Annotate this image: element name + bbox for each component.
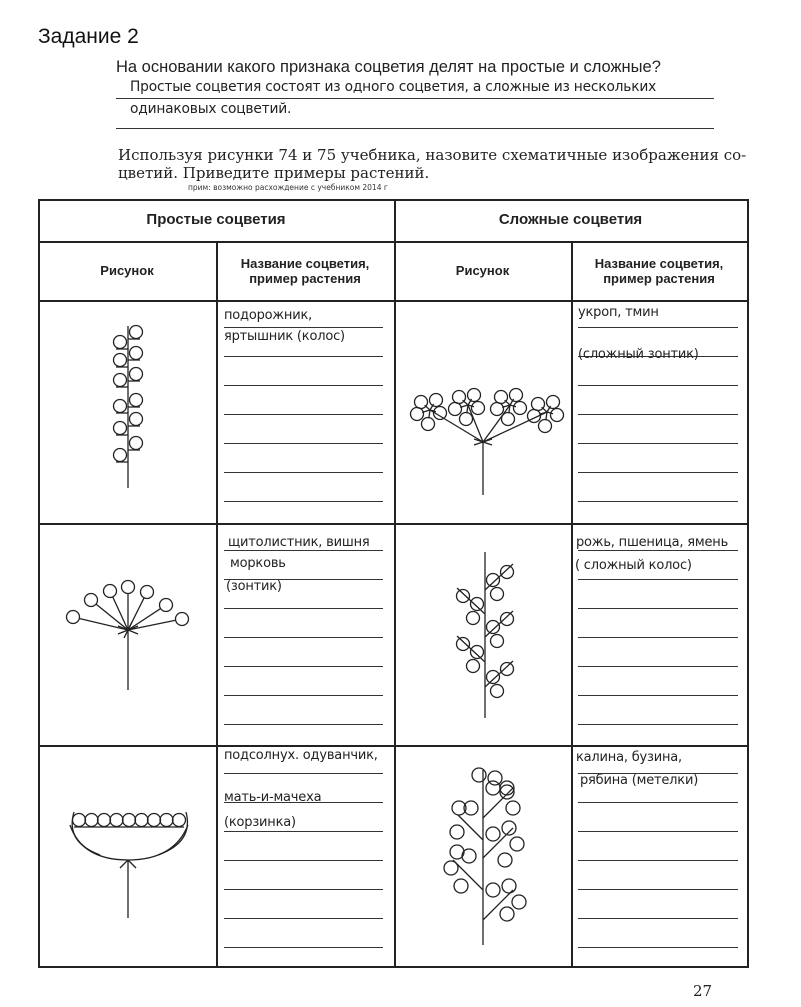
flower	[502, 879, 516, 893]
table-border-top	[38, 199, 748, 201]
writing-line	[578, 695, 738, 696]
flower	[460, 413, 473, 426]
writing-line	[578, 831, 738, 832]
table-border-right	[747, 199, 749, 968]
umbel-icon	[60, 575, 200, 695]
flower	[130, 394, 143, 407]
flower	[514, 402, 527, 415]
flower	[510, 389, 523, 402]
receptacle	[70, 825, 188, 860]
flower	[491, 685, 504, 698]
writing-line	[224, 608, 383, 609]
ray	[547, 412, 553, 414]
capitulum-basket-icon	[60, 800, 200, 920]
note-text: прим: возможно расхождение с учебником 2014 г	[188, 183, 388, 192]
flower	[130, 347, 143, 360]
writing-line	[578, 414, 738, 415]
writing-line	[578, 501, 738, 502]
flower	[160, 814, 173, 827]
flower	[130, 368, 143, 381]
flower	[501, 566, 514, 579]
writing-line	[578, 579, 738, 580]
flower	[114, 354, 127, 367]
flower	[176, 613, 189, 626]
flower	[444, 861, 458, 875]
writing-line	[578, 472, 738, 473]
writing-line	[224, 550, 383, 551]
writing-line	[578, 608, 738, 609]
col-header-name-simple	[216, 256, 394, 286]
writing-line	[578, 724, 738, 725]
writing-line	[578, 860, 738, 861]
flower	[422, 418, 435, 431]
cell-text[interactable]: подсолнух. одуванчик,	[224, 748, 378, 763]
involucral-bract	[72, 812, 100, 855]
flower	[539, 420, 552, 433]
flower	[85, 594, 98, 607]
flower	[130, 437, 143, 450]
spike-icon	[100, 320, 160, 490]
ray	[483, 412, 547, 442]
writing-line	[224, 724, 383, 725]
flower	[487, 574, 500, 587]
flower	[471, 598, 484, 611]
flower	[141, 586, 154, 599]
cell-text[interactable]: морковь	[230, 556, 286, 571]
writing-line	[224, 501, 383, 502]
flower	[114, 336, 127, 349]
table-divider	[38, 300, 748, 302]
flower	[491, 635, 504, 648]
flower	[512, 895, 526, 909]
ray	[430, 410, 436, 412]
writing-line	[224, 860, 383, 861]
flower	[73, 814, 86, 827]
flower	[472, 402, 485, 415]
writing-line	[224, 472, 383, 473]
flower	[498, 853, 512, 867]
cell-text[interactable]: яртышник (колос)	[224, 329, 345, 344]
flower	[488, 771, 502, 785]
writing-line	[224, 889, 383, 890]
flower	[130, 413, 143, 426]
writing-line	[578, 947, 738, 948]
instruction-line-2: цветий. Приведите примеры растений.	[118, 164, 430, 182]
writing-line	[578, 443, 738, 444]
col-header-picture-simple: Рисунок	[100, 263, 154, 278]
flower	[486, 781, 500, 795]
table-border-left	[38, 199, 40, 968]
ray	[113, 597, 128, 630]
writing-line	[224, 327, 383, 328]
col-header-picture-complex: Рисунок	[455, 263, 510, 278]
header-simple: Простые соцветия	[146, 211, 286, 228]
answer-line-1[interactable]: Простые соцветия состоят из одного соцветия, а сложные из нескольких	[130, 79, 657, 95]
flower	[148, 814, 161, 827]
answer-line-2[interactable]: одинаковых соцветий.	[130, 101, 292, 117]
flower	[411, 408, 424, 421]
ray	[510, 405, 516, 407]
cell-text[interactable]: (сложный зонтик)	[578, 347, 699, 362]
flower	[472, 768, 486, 782]
flower	[467, 660, 480, 673]
flower	[491, 588, 504, 601]
flower	[500, 907, 514, 921]
flower	[487, 671, 500, 684]
col-header-name-line1: Название соцветия,	[240, 256, 370, 271]
table-divider	[571, 241, 573, 968]
flower	[532, 398, 545, 411]
writing-line	[578, 637, 738, 638]
bract	[128, 860, 136, 868]
flower	[467, 612, 480, 625]
writing-line	[578, 550, 738, 551]
flower	[122, 581, 135, 594]
col-header-name-line2: пример растения	[603, 271, 715, 286]
flower	[491, 403, 504, 416]
flower	[449, 403, 462, 416]
flower	[415, 396, 428, 409]
writing-line	[224, 918, 383, 919]
page-number: 27	[693, 982, 713, 1000]
flower	[453, 391, 466, 404]
cell-text[interactable]: рябина (метелки)	[580, 773, 699, 788]
flower	[501, 663, 514, 676]
flower	[454, 879, 468, 893]
task-title: Задание 2	[38, 25, 139, 48]
flower	[500, 785, 514, 799]
flower	[85, 814, 98, 827]
flower	[551, 409, 564, 422]
flower	[114, 449, 127, 462]
flower	[500, 781, 514, 795]
bract	[120, 860, 128, 868]
flower	[104, 585, 117, 598]
cell-text[interactable]: укроп, тмин	[578, 305, 659, 320]
ray	[483, 405, 510, 442]
flower	[547, 396, 560, 409]
flower	[487, 621, 500, 634]
cell-text[interactable]: калина, бузина,	[576, 750, 682, 765]
compound-spike-icon	[450, 550, 530, 720]
table-divider	[216, 241, 218, 968]
flower	[114, 422, 127, 435]
writing-line	[578, 327, 738, 328]
cell-text[interactable]: (корзинка)	[224, 815, 296, 830]
writing-line	[224, 947, 383, 948]
col-header-name-line1: Название соцветия,	[594, 256, 724, 271]
flower	[510, 837, 524, 851]
writing-line	[578, 918, 738, 919]
col-header-name-complex	[571, 256, 747, 286]
flower	[506, 801, 520, 815]
writing-line	[578, 666, 738, 667]
flower	[160, 599, 173, 612]
cell-text[interactable]: подорожник,	[224, 308, 313, 323]
flower	[114, 400, 127, 413]
flower	[462, 849, 476, 863]
flower	[457, 638, 470, 651]
table-divider	[38, 523, 748, 525]
writing-line	[224, 356, 383, 357]
flower	[173, 814, 186, 827]
answer-underline-1	[116, 98, 714, 99]
answer-underline-2	[116, 128, 714, 129]
flower	[135, 814, 148, 827]
flower	[98, 814, 111, 827]
writing-line	[224, 637, 383, 638]
writing-line	[224, 666, 383, 667]
col-header-name-line2: пример растения	[249, 271, 361, 286]
flower	[502, 413, 515, 426]
header-complex: Сложные соцветия	[498, 211, 643, 228]
flower	[114, 374, 127, 387]
writing-line	[224, 414, 383, 415]
cell-text[interactable]: мать-и-мачеха	[224, 790, 322, 805]
question-text: На основании какого признака соцветия делят на простые и сложные?	[116, 58, 661, 76]
instruction-line-1: Используя рисунки 74 и 75 учебника, назовите схематичные изображения со-	[118, 146, 747, 164]
compound-umbel-icon	[400, 370, 570, 500]
writing-line	[578, 802, 738, 803]
flower	[123, 814, 136, 827]
flower	[495, 391, 508, 404]
writing-line	[224, 443, 383, 444]
flower	[471, 646, 484, 659]
writing-line	[578, 385, 738, 386]
writing-line	[578, 889, 738, 890]
flower	[486, 827, 500, 841]
flower	[468, 389, 481, 402]
cell-text[interactable]: рожь, пшеница, ямень	[576, 535, 729, 550]
writing-line	[224, 773, 383, 774]
writing-line	[224, 385, 383, 386]
cell-text[interactable]: щитолистник, вишня	[228, 535, 370, 550]
writing-line	[224, 831, 383, 832]
table-divider	[38, 745, 748, 747]
flower	[457, 590, 470, 603]
panicle-icon	[435, 760, 555, 950]
flower	[430, 394, 443, 407]
cell-text[interactable]: (зонтик)	[226, 579, 282, 594]
flower	[501, 613, 514, 626]
flower	[67, 611, 80, 624]
table-divider	[38, 241, 748, 243]
flower	[450, 825, 464, 839]
table-divider	[394, 199, 396, 968]
flower	[130, 326, 143, 339]
table-border-bottom	[38, 966, 748, 968]
flower	[110, 814, 123, 827]
flower	[486, 883, 500, 897]
writing-line	[224, 695, 383, 696]
cell-text[interactable]: ( сложный колос)	[575, 558, 692, 573]
